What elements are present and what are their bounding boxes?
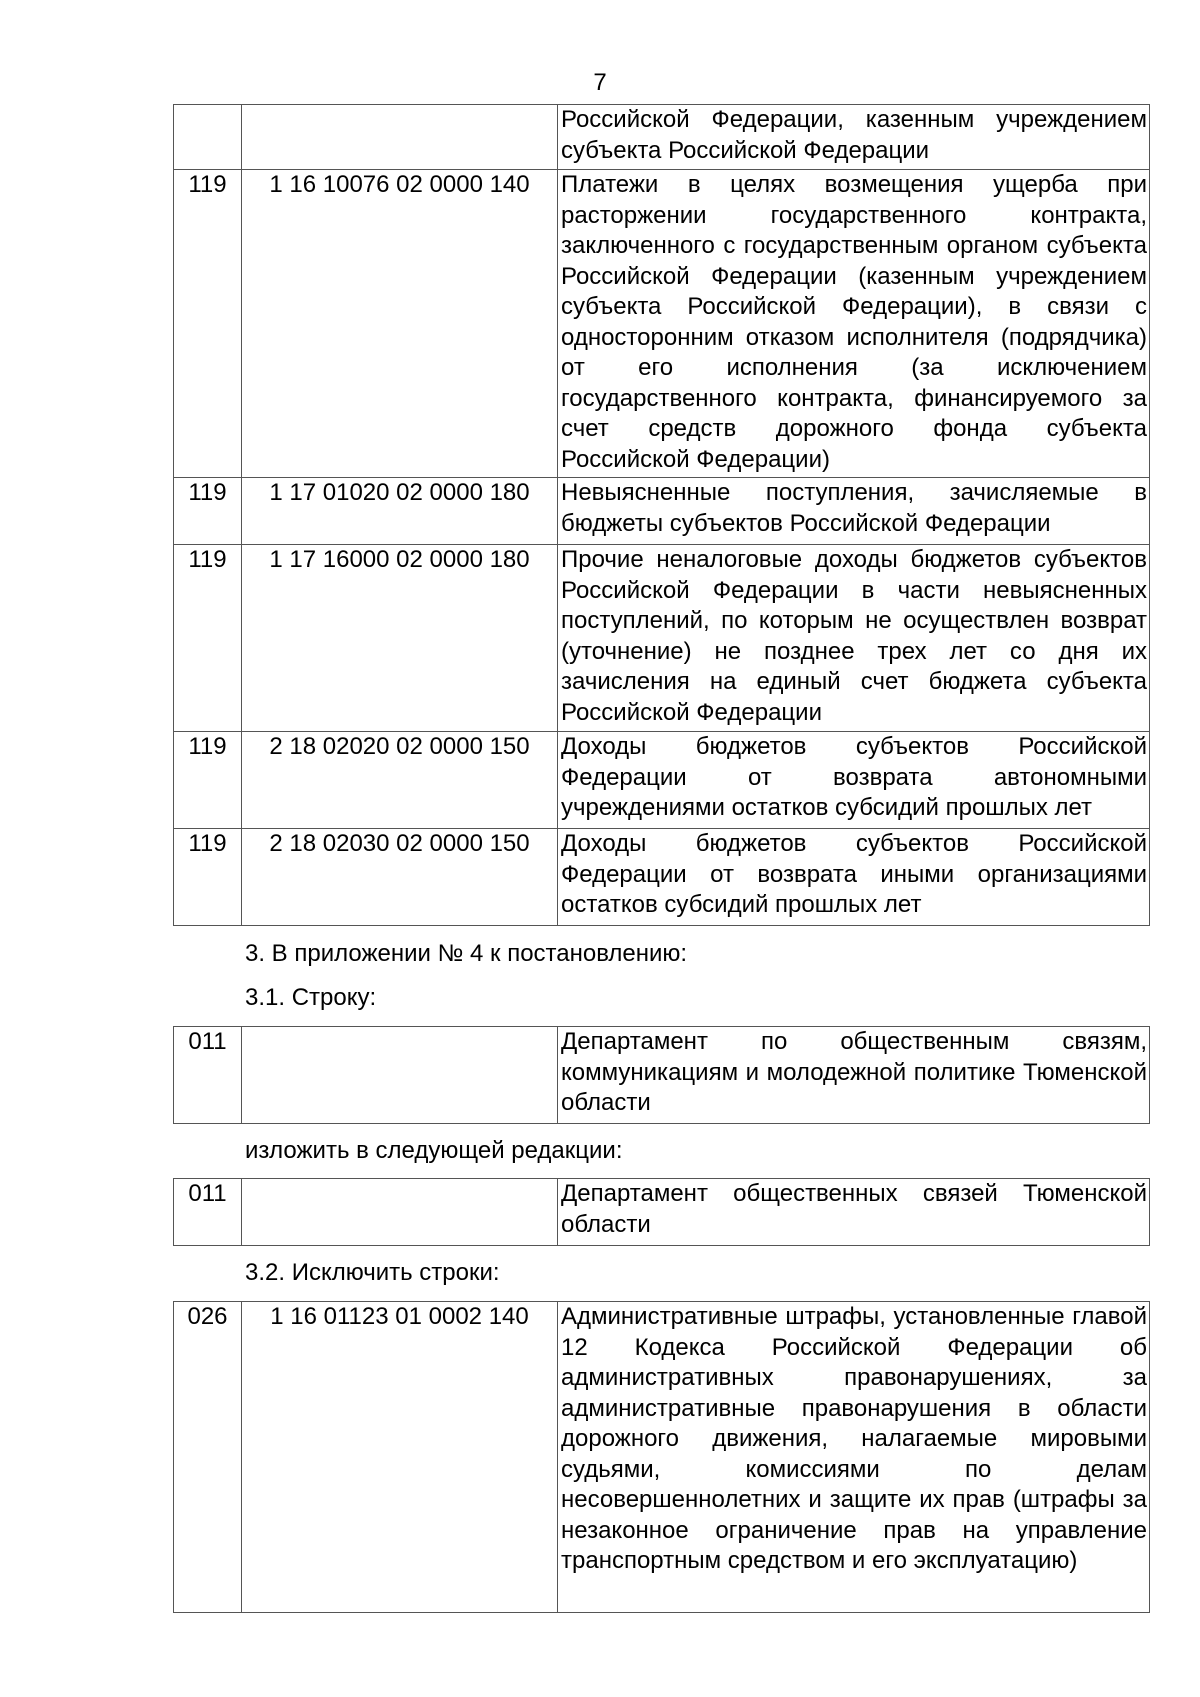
table-row — [174, 829, 1150, 926]
paragraph-3-1: 3.1. Строку: — [245, 984, 377, 1011]
admin-code-cell: 119 — [174, 829, 242, 926]
kbk-code-cell: 1 16 01123 01 0002 140 — [242, 1302, 558, 1613]
kbk-code-cell: 1 16 10076 02 0000 140 — [242, 170, 558, 478]
revenue-codes-table — [173, 104, 1150, 926]
kbk-code-cell — [242, 1027, 558, 1124]
description-cell: Невыясненные поступления, зачисляемые в бюджеты субъектов Российской Федерации — [558, 478, 1150, 545]
kbk-code-cell — [242, 105, 558, 170]
kbk-code-cell — [242, 1179, 558, 1246]
table-row — [174, 1302, 1150, 1613]
description-cell: Департамент общественных связей Тюменской области — [558, 1179, 1150, 1246]
admin-code-cell: 119 — [174, 478, 242, 545]
admin-code-cell: 011 — [174, 1179, 242, 1246]
table-row — [174, 732, 1150, 829]
kbk-code-cell: 2 18 02030 02 0000 150 — [242, 829, 558, 926]
table-row — [174, 170, 1150, 478]
table-row — [174, 1027, 1150, 1124]
paragraph-new-wording: изложить в следующей редакции: — [245, 1137, 623, 1164]
description-cell: Доходы бюджетов субъектов Российской Федерации от возврата иными организациями остатков субсидий прошлых лет — [558, 829, 1150, 926]
paragraph-3-2: 3.2. Исключить строки: — [245, 1259, 500, 1286]
kbk-code-cell: 2 18 02020 02 0000 150 — [242, 732, 558, 829]
description-cell: Российской Федерации, казенным учреждением субъекта Российской Федерации — [558, 105, 1150, 170]
description-cell: Прочие неналоговые доходы бюджетов субъектов Российской Федерации в части невыясненных поступлений, по которым не осуществлен возврат (уточнение) не позднее трех лет со дня их зачисления на единый счет бюджета субъекта Российской Федерации — [558, 545, 1150, 732]
kbk-code-cell: 1 17 16000 02 0000 180 — [242, 545, 558, 732]
row-to-replace-table — [173, 1026, 1150, 1124]
table-row — [174, 1179, 1150, 1246]
new-row-table — [173, 1178, 1150, 1246]
description-cell: Департамент по общественным связям, коммуникациям и молодежной политике Тюменской области — [558, 1027, 1150, 1124]
admin-code-cell: 119 — [174, 545, 242, 732]
description-cell: Доходы бюджетов субъектов Российской Федерации от возврата автономными учреждениями остатков субсидий прошлых лет — [558, 732, 1150, 829]
admin-code-cell: 011 — [174, 1027, 242, 1124]
table-row — [174, 105, 1150, 170]
kbk-code-cell: 1 17 01020 02 0000 180 — [242, 478, 558, 545]
admin-code-cell: 026 — [174, 1302, 242, 1613]
description-cell: Административные штрафы, установленные главой 12 Кодекса Российской Федерации об административных правонарушениях, за административные правонарушения в области дорожного движения, налагаемые мировыми судьями, комиссиями по делам несовершеннолетних и защите их прав (штрафы за незаконное ограничение прав на управление транспортным средством и его эксплуатацию) — [558, 1302, 1150, 1613]
table-row — [174, 545, 1150, 732]
table-row — [174, 478, 1150, 545]
admin-code-cell: 119 — [174, 170, 242, 478]
admin-code-cell: 119 — [174, 732, 242, 829]
rows-to-exclude-table — [173, 1301, 1150, 1613]
paragraph-appendix-4: 3. В приложении № 4 к постановлению: — [245, 940, 688, 967]
page-number: 7 — [593, 69, 607, 96]
admin-code-cell — [174, 105, 242, 170]
description-cell: Платежи в целях возмещения ущерба при расторжении государственного контракта, заключенного с государственным органом субъекта Российской Федерации (казенным учреждением субъекта Российской Федерации), в связи с односторонним отказом исполнителя (подрядчика) от его исполнения (за исключением государственного контракта, финансируемого за счет средств дорожного фонда субъекта Российской Федерации) — [558, 170, 1150, 478]
